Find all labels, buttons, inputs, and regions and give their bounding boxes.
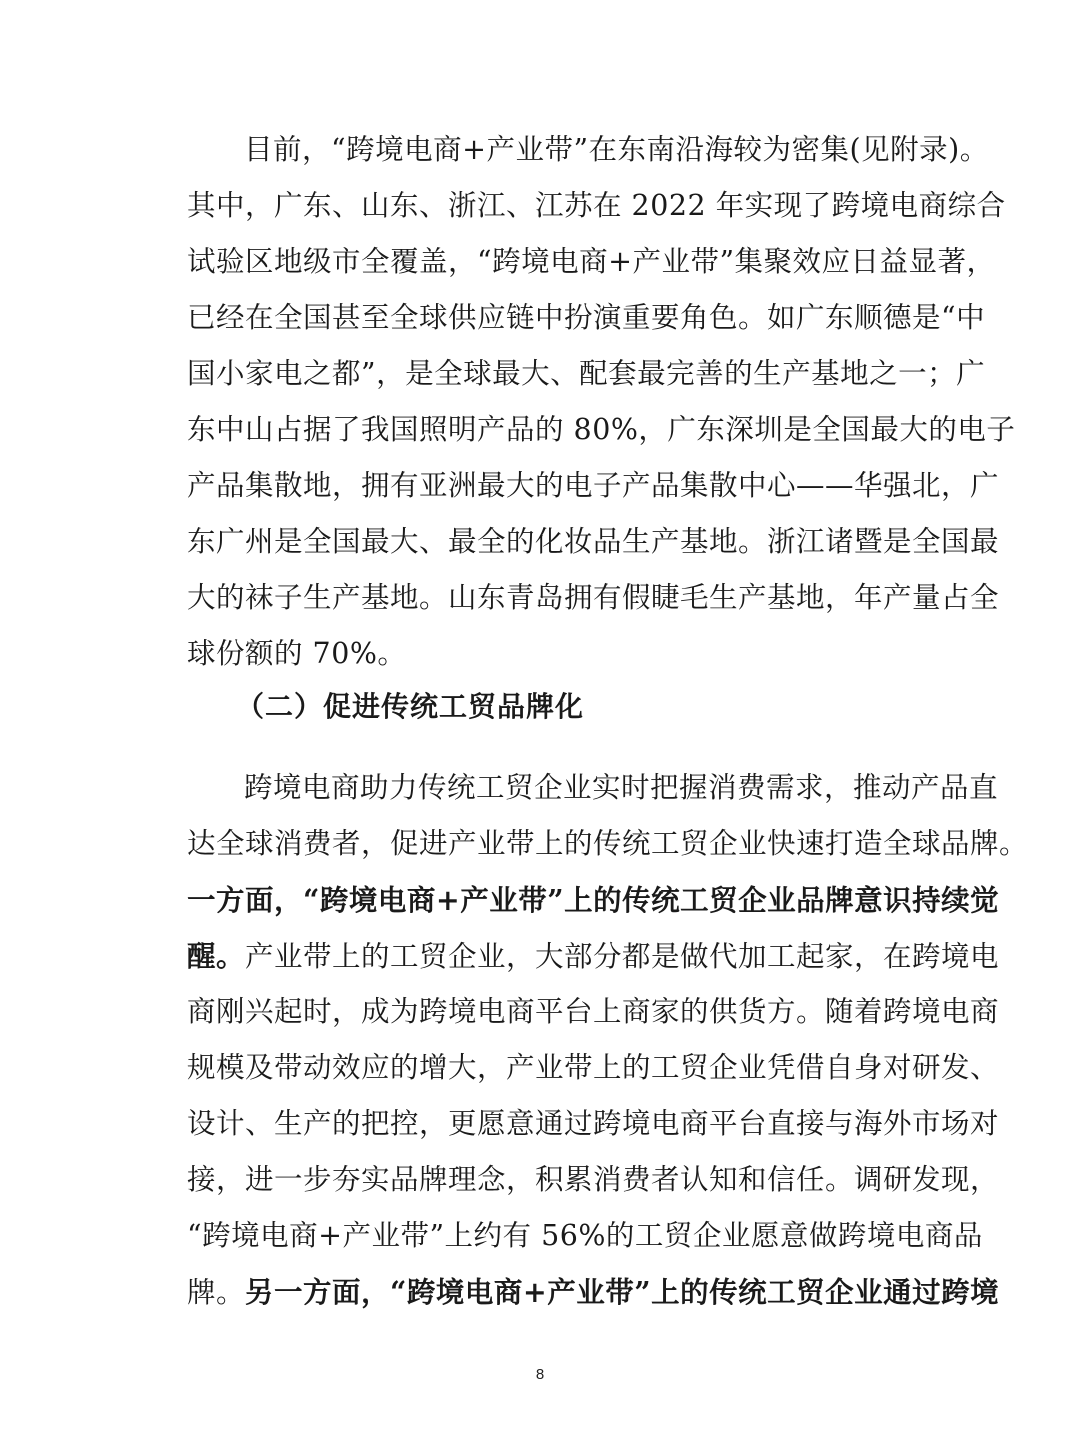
- line-text: 牌。: [187, 1276, 246, 1309]
- paragraph-2-line-6: 规模及带动效应的增大，产业带上的工贸企业凭借自身对研发、: [187, 1051, 1000, 1084]
- paragraph-2-line-9: “跨境电商+产业带”上约有 56%的工贸企业愿意做跨境电商品: [187, 1219, 983, 1252]
- paragraph-2-line-2: 达全球消费者，促进产业带上的传统工贸企业快速打造全球品牌。: [187, 827, 1029, 860]
- paragraph-1-line-3: 试验区地级市全覆盖，“跨境电商+产业带”集聚效应日益显著，: [187, 245, 996, 278]
- paragraph-1-line-9: 大的袜子生产基地。山东青岛拥有假睫毛生产基地，年产量占全: [187, 581, 1000, 614]
- paragraph-1-line-8: 东广州是全国最大、最全的化妆品生产基地。浙江诸暨是全国最: [187, 525, 1000, 558]
- paragraph-1-line-10: 球份额的 70%。: [187, 637, 407, 670]
- bold-lead-sentence: 一方面，“跨境电商+产业带”上的传统工贸企业品牌意识持续觉: [187, 883, 1000, 917]
- paragraph-2-line-10: [187, 1270, 1000, 1314]
- paragraph-1-line-6: 东中山占据了我国照明产品的 80%，广东深圳是全国最大的电子: [187, 413, 1016, 446]
- paragraph-1-line-5: 国小家电之都”，是全球最大、配套最完善的生产基地之一；广: [187, 357, 986, 390]
- paragraph-2-line-5: 商刚兴起时，成为跨境电商平台上商家的供货方。随着跨境电商: [187, 995, 1000, 1028]
- paragraph-2-line-1: 跨境电商助力传统工贸企业实时把握消费需求，推动产品直: [244, 771, 999, 804]
- bold-second-lead-sentence: 另一方面，“跨境电商+产业带”上的传统工贸企业通过跨境: [245, 1275, 1000, 1309]
- bold-lead-sentence-end: 醒。: [187, 939, 246, 973]
- paragraph-1-line-1: 目前，“跨境电商+产业带”在东南沿海较为密集(见附录)。: [244, 133, 989, 166]
- paragraph-1-line-2: 其中，广东、山东、浙江、江苏在 2022 年实现了跨境电商综合: [187, 189, 1006, 222]
- paragraph-2-line-8: 接，进一步夯实品牌理念，积累消费者认知和信任。调研发现，: [187, 1163, 1000, 1196]
- paragraph-2-line-4: [187, 934, 1000, 978]
- paragraph-1-line-4: 已经在全国甚至全球供应链中扮演重要角色。如广东顺德是“中: [187, 301, 986, 334]
- paragraph-2-line-7: 设计、生产的把控，更愿意通过跨境电商平台直接与海外市场对: [187, 1107, 1000, 1140]
- paragraph-1-line-7: 产品集散地，拥有亚洲最大的电子产品集散中心——华强北，广: [187, 469, 1000, 502]
- paragraph-2-line-3: [187, 878, 1000, 922]
- page-number: 8: [535, 1366, 545, 1383]
- line-text: 产业带上的工贸企业，大部分都是做代加工起家，在跨境电: [245, 940, 1000, 973]
- section-heading: （二）促进传统工贸品牌化: [236, 690, 585, 723]
